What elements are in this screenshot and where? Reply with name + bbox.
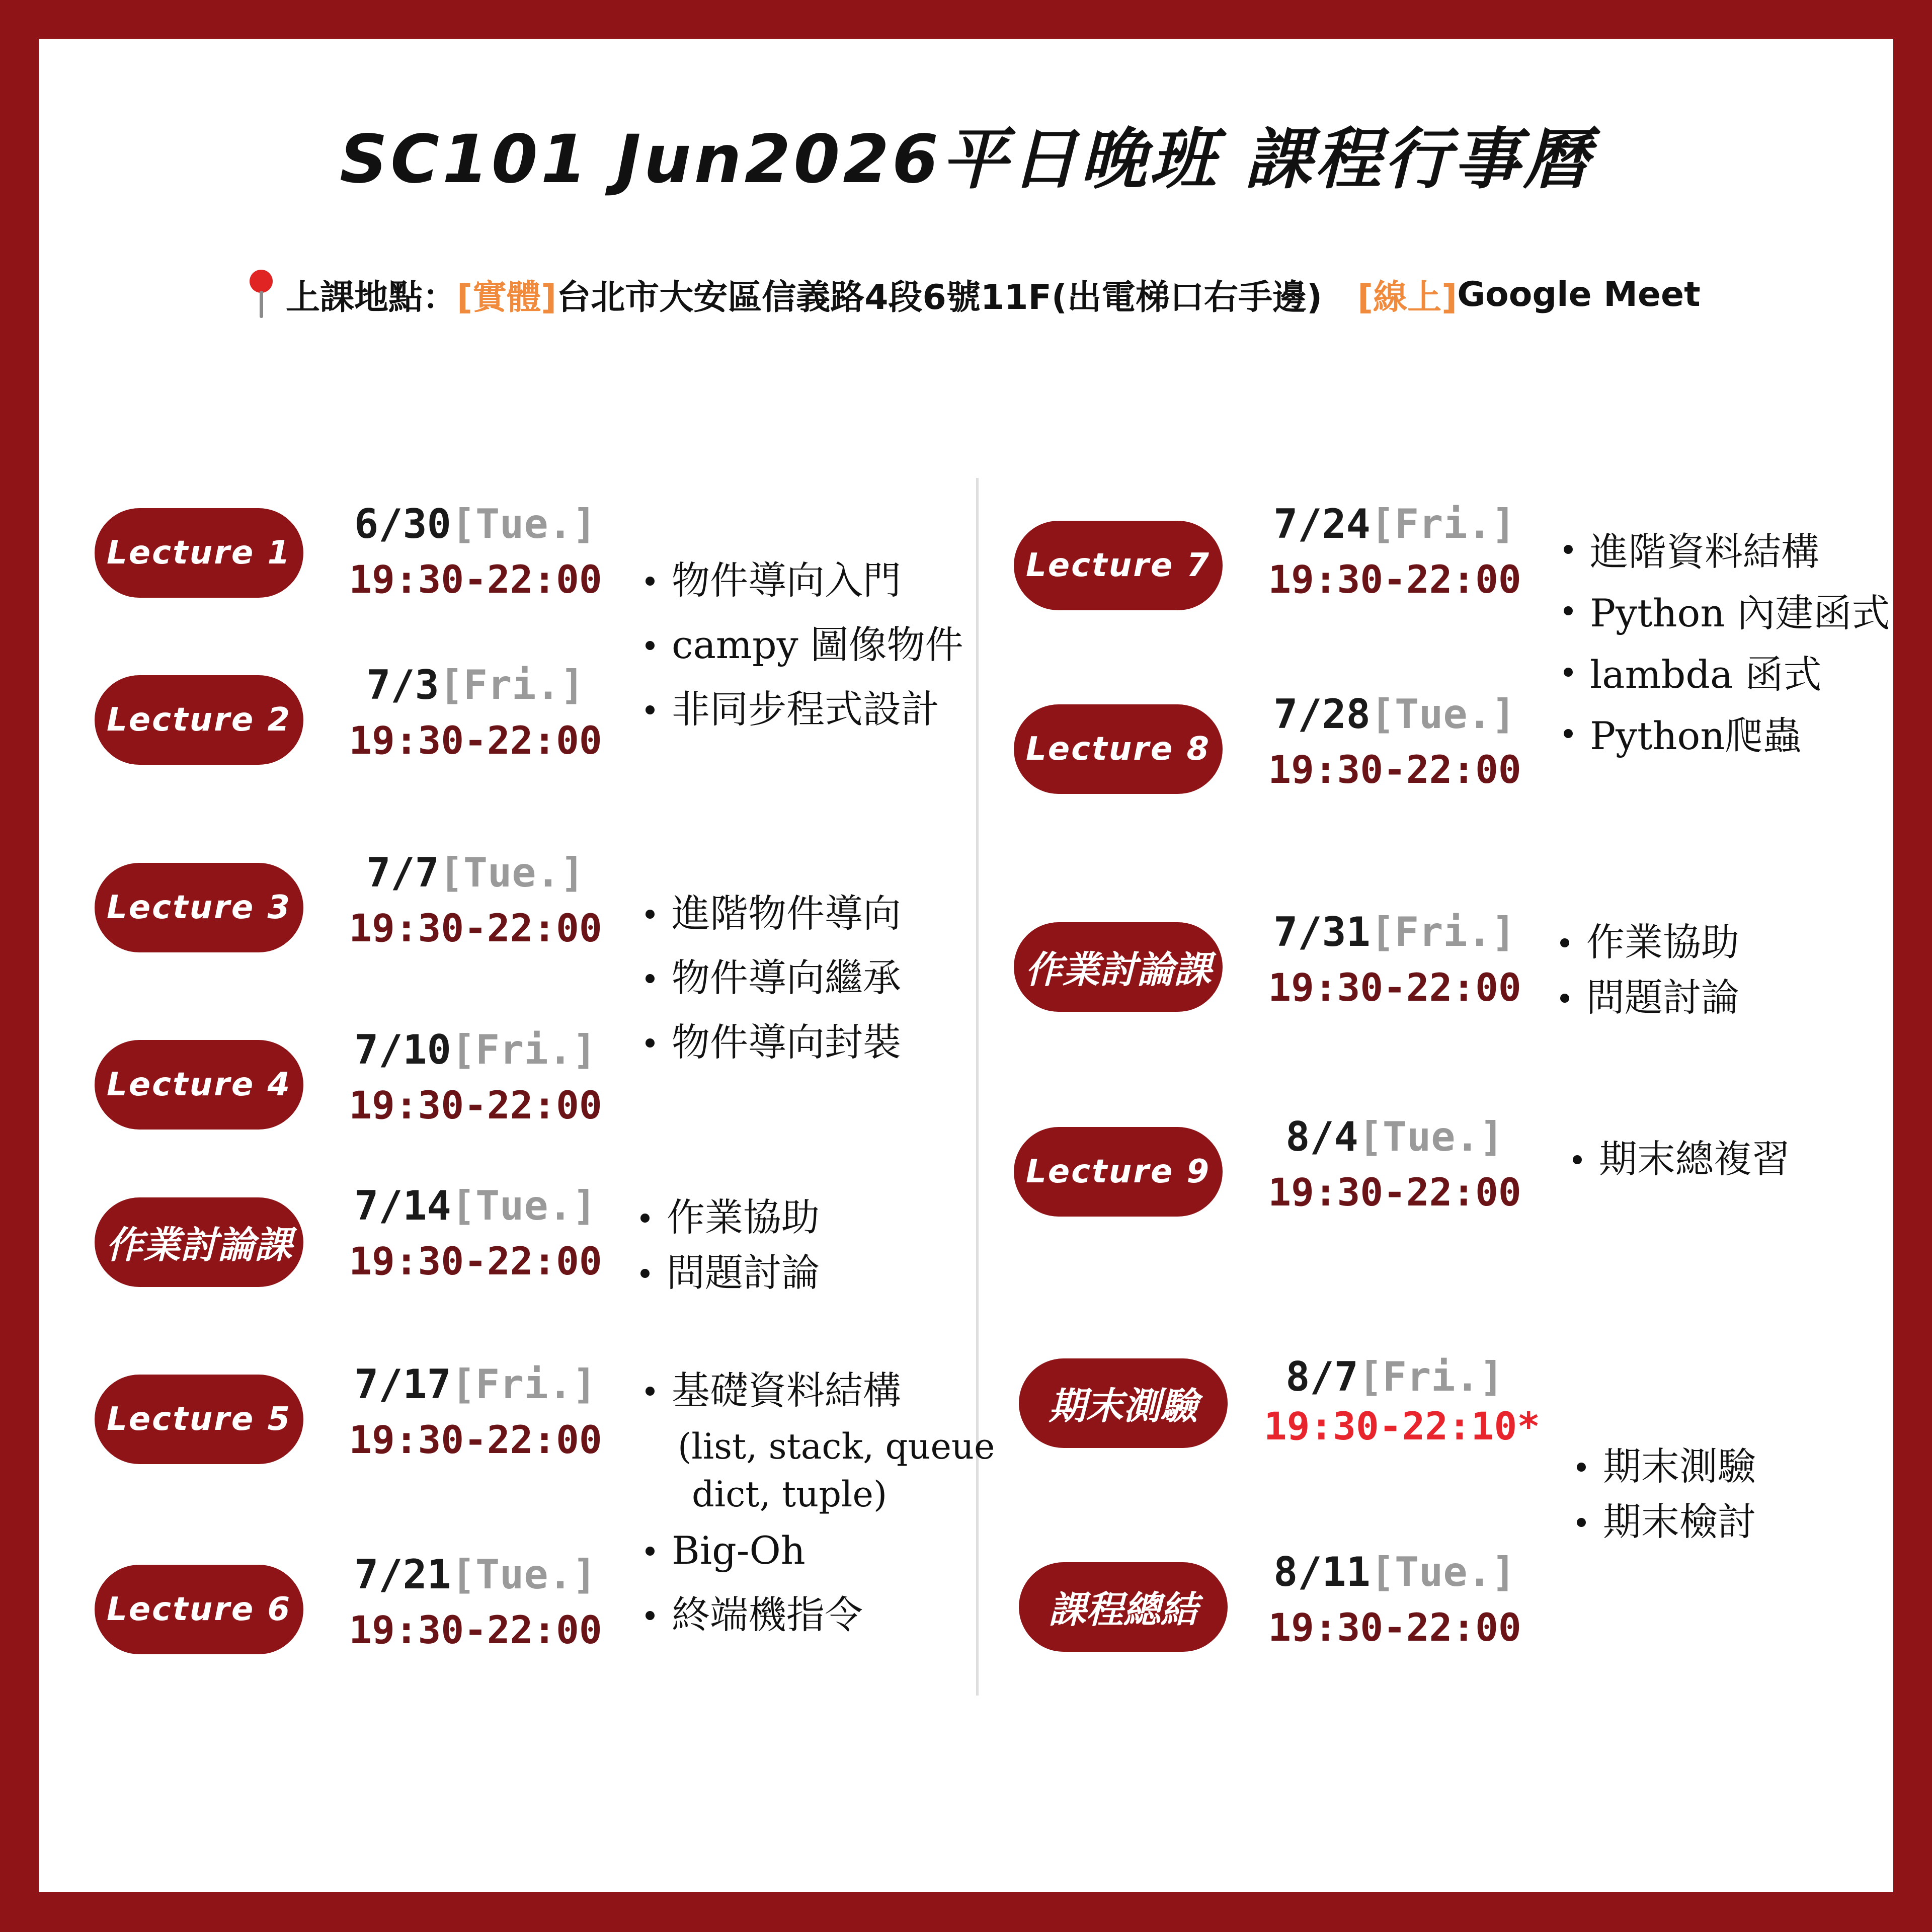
list-item: Big-Oh (641, 1518, 995, 1583)
list-item: 期末測驗 (1573, 1439, 1756, 1494)
session-date: 7/10[Fri.] (354, 1026, 597, 1073)
location-line (247, 267, 1701, 322)
session-time: 19:30-22:00 (349, 718, 602, 763)
physical-tag: [實體] (457, 277, 557, 317)
session-time: 19:30-22:00 (349, 1607, 602, 1652)
session-time: 19:30-22:00 (349, 557, 602, 602)
session-pill: Lecture 2 (95, 675, 303, 765)
map-pin-icon (247, 267, 277, 322)
list-item: 終端機指令 (641, 1583, 995, 1647)
session-date: 7/21[Tue.] (354, 1551, 597, 1598)
session-pill: Lecture 5 (95, 1375, 303, 1464)
online-platform: Google Meet (1457, 274, 1701, 314)
session-pill: Lecture 4 (95, 1040, 303, 1130)
session-pill: Lecture 6 (95, 1565, 303, 1654)
list-item: 問題討論 (636, 1245, 820, 1301)
topic-list (1569, 1127, 1790, 1191)
session-pill: 作業討論課 (95, 1197, 303, 1287)
session-pill: Lecture 7 (1014, 521, 1223, 610)
list-item: 物件導向繼承 (641, 946, 901, 1010)
topic-list (1556, 915, 1739, 1025)
list-item: 進階物件導向 (641, 881, 901, 946)
list-item-note: (list, stack, queue (678, 1426, 995, 1467)
list-item: 期末檢討 (1573, 1494, 1756, 1550)
list-item: 物件導向入門 (641, 548, 963, 613)
list-item: 進階資料結構 (1560, 521, 1890, 583)
session-date: 7/14[Tue.] (354, 1182, 597, 1229)
session-pill: 課程總結 (1019, 1562, 1228, 1652)
session-date: 8/4[Tue.] (1285, 1113, 1504, 1160)
session-date: 6/30[Tue.] (354, 501, 597, 547)
list-item: campy 圖像物件 (641, 613, 963, 677)
session-time: 19:30-22:00 (349, 906, 602, 950)
topic-list (636, 1190, 820, 1301)
session-time: 19:30-22:00 (349, 1083, 602, 1128)
session-time: 19:30-22:00 (1268, 1605, 1521, 1650)
list-item: lambda 函式 (1560, 644, 1890, 705)
topic-list (641, 1358, 995, 1647)
page-title: SC101 Jun2026平日晚班 課程行事曆 (340, 121, 1592, 198)
list-item: 期末總複習 (1569, 1127, 1790, 1191)
session-time: 19:30-22:10* (1264, 1404, 1541, 1448)
session-time: 19:30-22:00 (1268, 557, 1521, 602)
session-pill: Lecture 8 (1014, 704, 1223, 794)
session-time: 19:30-22:00 (1268, 965, 1521, 1010)
session-time: 19:30-22:00 (1268, 1170, 1521, 1215)
session-date: 7/17[Fri.] (354, 1361, 597, 1408)
list-item: 作業協助 (1556, 915, 1739, 970)
session-date: 8/11[Tue.] (1273, 1549, 1516, 1595)
list-item: 基礎資料結構 (641, 1358, 995, 1423)
session-date: 7/28[Tue.] (1273, 691, 1516, 738)
session-time: 19:30-22:00 (1268, 747, 1521, 792)
session-pill: Lecture 3 (95, 863, 303, 952)
session-date: 7/7[Tue.] (366, 849, 585, 896)
session-date: 8/7[Fri.] (1285, 1353, 1504, 1400)
session-date: 7/31[Fri.] (1273, 909, 1516, 955)
list-item: 非同步程式設計 (641, 677, 963, 742)
physical-address: 台北市大安區信義路4段6號11F(出電梯口右手邊) (556, 277, 1323, 317)
session-time: 19:30-22:00 (349, 1417, 602, 1462)
list-item: Python 內建函式 (1560, 583, 1890, 644)
session-date: 7/3[Fri.] (366, 662, 585, 708)
topic-list (1560, 521, 1890, 767)
list-item: Python爬蟲 (1560, 705, 1890, 767)
session-time: 19:30-22:00 (349, 1239, 602, 1283)
list-item: 物件導向封裝 (641, 1010, 901, 1075)
session-pill: Lecture 1 (95, 508, 303, 598)
session-pill: 作業討論課 (1014, 922, 1223, 1012)
topic-list (641, 881, 901, 1075)
online-tag: [線上] (1357, 277, 1458, 317)
session-pill: 期末測驗 (1019, 1358, 1228, 1448)
session-date: 7/24[Fri.] (1273, 501, 1516, 547)
list-item: 作業協助 (636, 1190, 820, 1245)
list-item: 問題討論 (1556, 970, 1739, 1025)
location-label: 上課地點： (286, 277, 457, 317)
list-item-note: dict, tuple) (692, 1474, 888, 1515)
topic-list (641, 548, 963, 742)
session-pill: Lecture 9 (1014, 1127, 1223, 1217)
topic-list (1573, 1439, 1756, 1550)
